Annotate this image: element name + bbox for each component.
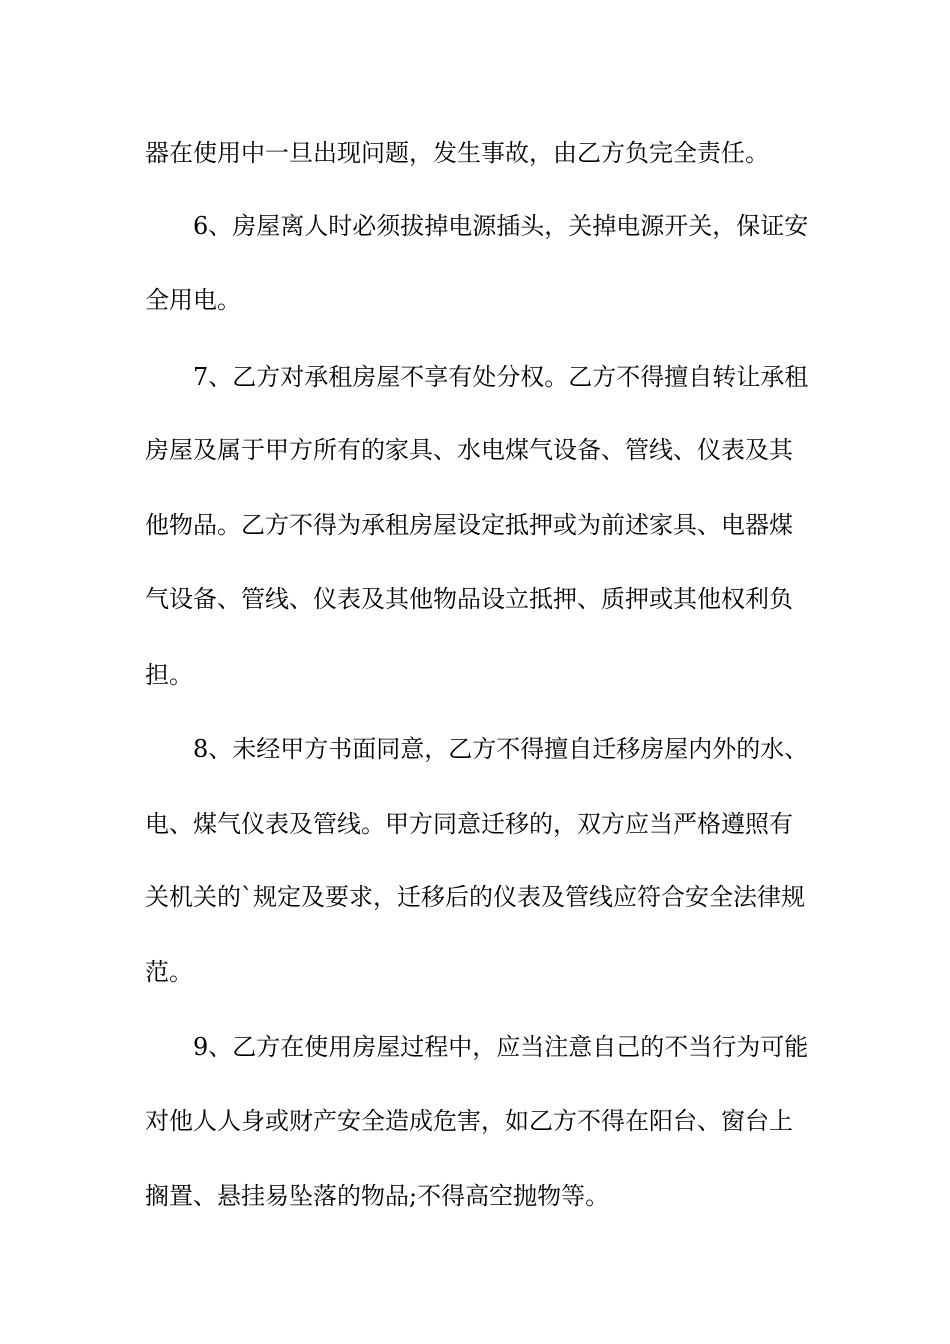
text-line: 担。: [145, 661, 193, 689]
text-line: 气设备、管线、仪表及其他物品设立抵押、质押或其他权利负: [145, 585, 793, 613]
text-line: 电、煤气仪表及管线。甲方同意迁移的，双方应当严格遵照有: [145, 810, 793, 838]
text-line: 房屋及属于甲方所有的家具、水电煤气设备、管线、仪表及其: [145, 436, 793, 464]
text-line: 器在使用中一旦出现问题，发生事故，由乙方负完全责任。: [145, 139, 769, 167]
text-line: 全用电。: [145, 286, 241, 314]
text-line: 搁置、悬挂易坠落的物品;不得高空抛物等。: [145, 1182, 610, 1210]
text-line: 对他人人身或财产安全造成危害，如乙方不得在阳台、窗台上: [145, 1107, 793, 1135]
text-line: 关机关的`规定及要求，迁移后的仪表及管线应符合安全法律规: [145, 883, 805, 911]
text-line: 他物品。乙方不得为承租房屋设定抵押或为前述家具、电器煤: [145, 511, 793, 539]
text-line: 8、未经甲方书面同意，乙方不得擅自迁移房屋内外的水、: [193, 735, 809, 763]
text-line: 范。: [145, 958, 193, 986]
text-line: 7、乙方对承租房屋不享有处分权。乙方不得擅自转让承租: [193, 363, 809, 391]
text-line: 6、房屋离人时必须拔掉电源插头，关掉电源开关，保证安: [193, 212, 809, 240]
text-line: 9、乙方在使用房屋过程中，应当注意自己的不当行为可能: [193, 1033, 809, 1061]
